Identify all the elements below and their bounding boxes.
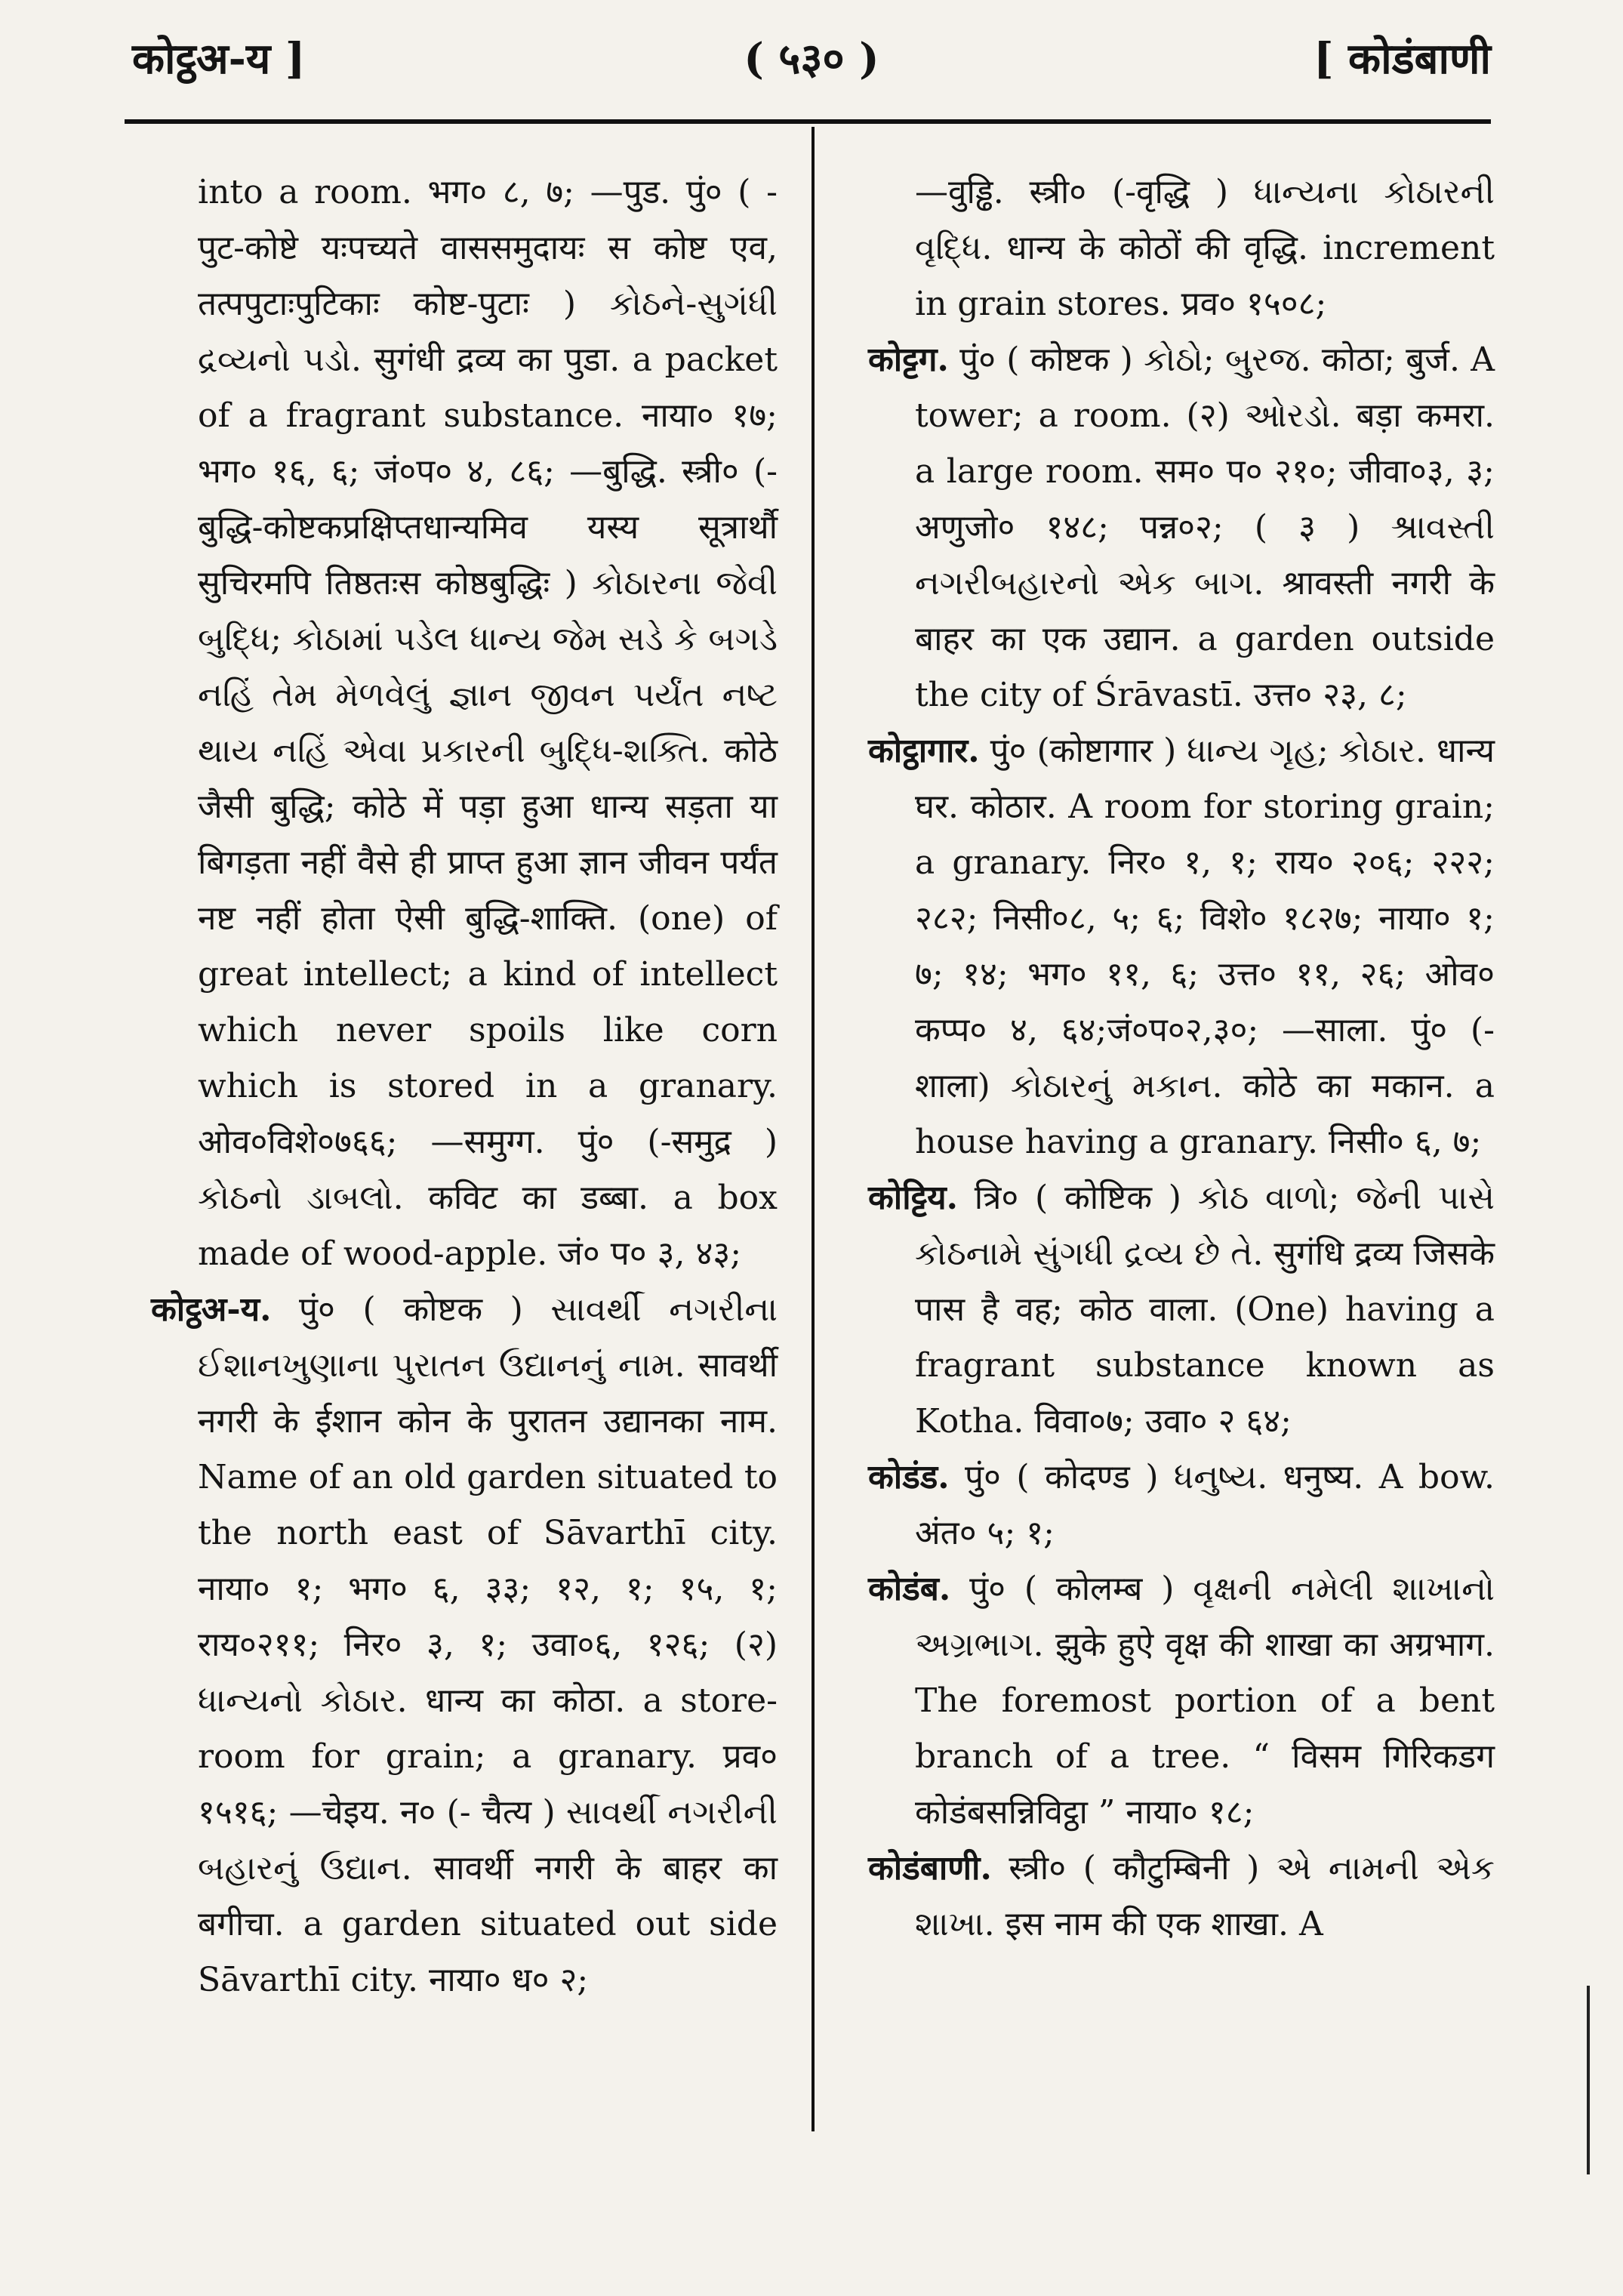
entry-definition: पुं० ( कोदण्ड ) ધનુષ્ય. धनुष्य. A bow. अंत० ५; १;: [915, 1458, 1495, 1552]
dictionary-entry-continuation: —वुड्ढि. स्त्री० (-वृद्धि ) ધાન્યના કોઠારની વૃદ્ધિ. धान्य के कोठों की वृद्धि. increment in grain stores. प्रव० १५०८;: [915, 173, 1495, 323]
page-number: ( ५३० ): [744, 34, 879, 84]
entry-headword: कोट्ठअ-य.: [151, 1290, 272, 1329]
dictionary-entry-continuation: into a room. भग० ८, ७; —पुड. पुं० ( -पुट-कोष्टे यःपच्यते वाससमुदायः स कोष्ट एव, तत्पपुटाःपुटिकाः कोष्ट-पुटाः ) કોઠને-સુગંધી દ્રવ્યનો પડો. सुगंधी द्रव्य का पुडा. a packet of a fragrant substance. नाया० १७; भग० १६, ६; जं०प० ४, ८६; —बुद्धि. स्त्री० (-बुद्धि-कोष्टकप्रक्षिप्तधान्यमिव यस्य सूत्रार्थौ सुचिरमपि तिष्ठतःस कोष्ठबुद्धिः ) કોઠારના જેવી બુદ્ધિ; કોઠામાં પડેલ ધાન્ય જેમ સડે કે બગડે નહિં તેમ મેળવેલું જ્ઞાન જીવન પર્યંત નષ્ટ થાય નહિં એવા પ્રકારની બુદ્ધિ-શક્તિ. कोठे जैसी बुद्धि; कोठे में पड़ा हुआ धान्य सड़ता या बिगड़ता नहीं वैसे ही प्राप्त हुआ ज्ञान जीवन पर्यंत नष्ट नहीं होता ऐसी बुद्धि-शाक्ति. (one) of great intellect; a kind of intellect which never spoils like corn which is stored in a granary. ओव०विशे०७६६; —समुग्ग. पुं० (-समुद्र ) કોઠનો ડાબલો. कविट का डब्बा. a box made of wood-apple. जं० प० ३, ४३;: [198, 173, 778, 1273]
entry-definition: पुं० ( कोष्टक ) કોઠો; બુરજ. कोठा; बुर्ज. A tower; a room. (२) ઓરડો. बड़ा कमरा. a large room. सम० प० २१०; जीवा०३, ३; अणुजो० १४८; पन्न०२; ( ३ ) શ્રાવસ્તી નગરીબહારનો એક બાગ. श्रावस्ती नगरी के बाहर का एक उद्यान. a garden outside the city of Śrāvastī. उत्त० २३, ८;: [915, 341, 1495, 714]
entry-definition: स्त्री० ( कौटुम्बिनी ) એ નામની એક શાખા. इस नाम की एक शाखा. A: [915, 1849, 1495, 1943]
column-divider: [812, 127, 815, 2131]
entry-headword: कोट्टिय.: [868, 1179, 958, 1217]
entry-headword: कोडंब.: [868, 1570, 951, 1608]
right-column: [868, 165, 1495, 1952]
dictionary-entry: [868, 332, 1495, 723]
page-edge-mark: [1587, 1986, 1590, 2174]
header-right-guide-word: [ कोडंबाणी: [1313, 34, 1491, 84]
dictionary-entry: [151, 1282, 778, 2008]
dictionary-entry: [868, 1841, 1495, 1952]
entry-definition: त्रि० ( कोष्टिक ) કોઠ વાળો; જેની પાસે કોઠનામે સુંગધી દ્રવ્ય છે તે. सुगंधि द्रव्य जिसके पास है वह; कोठ वाला. (One) having a fragrant substance known as Kotha. विवा०७; उवा० २ ६४;: [915, 1179, 1495, 1441]
entry-definition: पुं० (कोष्टागार ) ધાન્ય ગૃહ; કોઠાર. धान्य घर. कोठार. A room for storing grain; a granary. निर० १, १; राय० २०६; २२२; २८२; निसी०८, ५; ६; विशे० १८२७; नाया० १; ७; १४; भग० ११, ६; उत्त० ११, २६; ओव० कप्प० ४, ६४;जं०प०२,३०; —साला. पुं० (-शाला) કોઠારનું મકાન. कोठे का मकान. a house having a granary. निसी० ६, ७;: [915, 732, 1495, 1161]
running-header: [0, 21, 1623, 112]
entry-definition: पुं० ( कोष्टक ) સાવર્થી નગરીના ઈશાનખુણાના પુરાતન ઉદ્યાનનું નામ. सावर्थी नगरी के ईशान कोन के पुरातन उद्यानका नाम. Name of an old garden situated to the north east of Sāvarthī city. नाया० १; भग० ६, ३३; १२, १; १५, १; राय०२११; निर० ३, १; उवा०६, १२६; (२) ધાન્યનો કોઠાર. धान्य का कोठा. a store-room for grain; a granary. प्रव० १५१६; —चेइय. न० (- चैत्य ) સાવર્થી નગરીની બહારનું ઉદ્યાન. सावर्थी नगरी के बाहर का बगीचा. a garden situated out side Sāvarthī city. नाया० ध० २;: [198, 1290, 778, 1999]
left-column: [151, 165, 778, 2008]
dictionary-entry: [868, 1450, 1495, 1561]
header-left-guide-word: कोट्ठअ-य ]: [132, 34, 306, 84]
entry-headword: कोडंड.: [868, 1458, 950, 1496]
header-rule: [125, 119, 1491, 124]
entry-headword: कोट्टग.: [868, 341, 949, 379]
entry-definition: पुं० ( कोलम्ब ) વૃક્ષની નમેલી શાખાનો અગ્રભાગ. झुके हुऐ वृक्ष की शाखा का अग्रभाग. The foremost portion of a bent branch of a tree. “ विसम गिरिकडग कोडंबसन्निविट्ठा ” नाया० १८;: [915, 1570, 1495, 1832]
entry-headword: कोट्ठागार.: [868, 732, 980, 770]
entry-headword: कोडंबाणी.: [868, 1849, 992, 1888]
dictionary-entry: [868, 1561, 1495, 1841]
dictionary-entry: [868, 1170, 1495, 1450]
dictionary-entry: [868, 723, 1495, 1170]
